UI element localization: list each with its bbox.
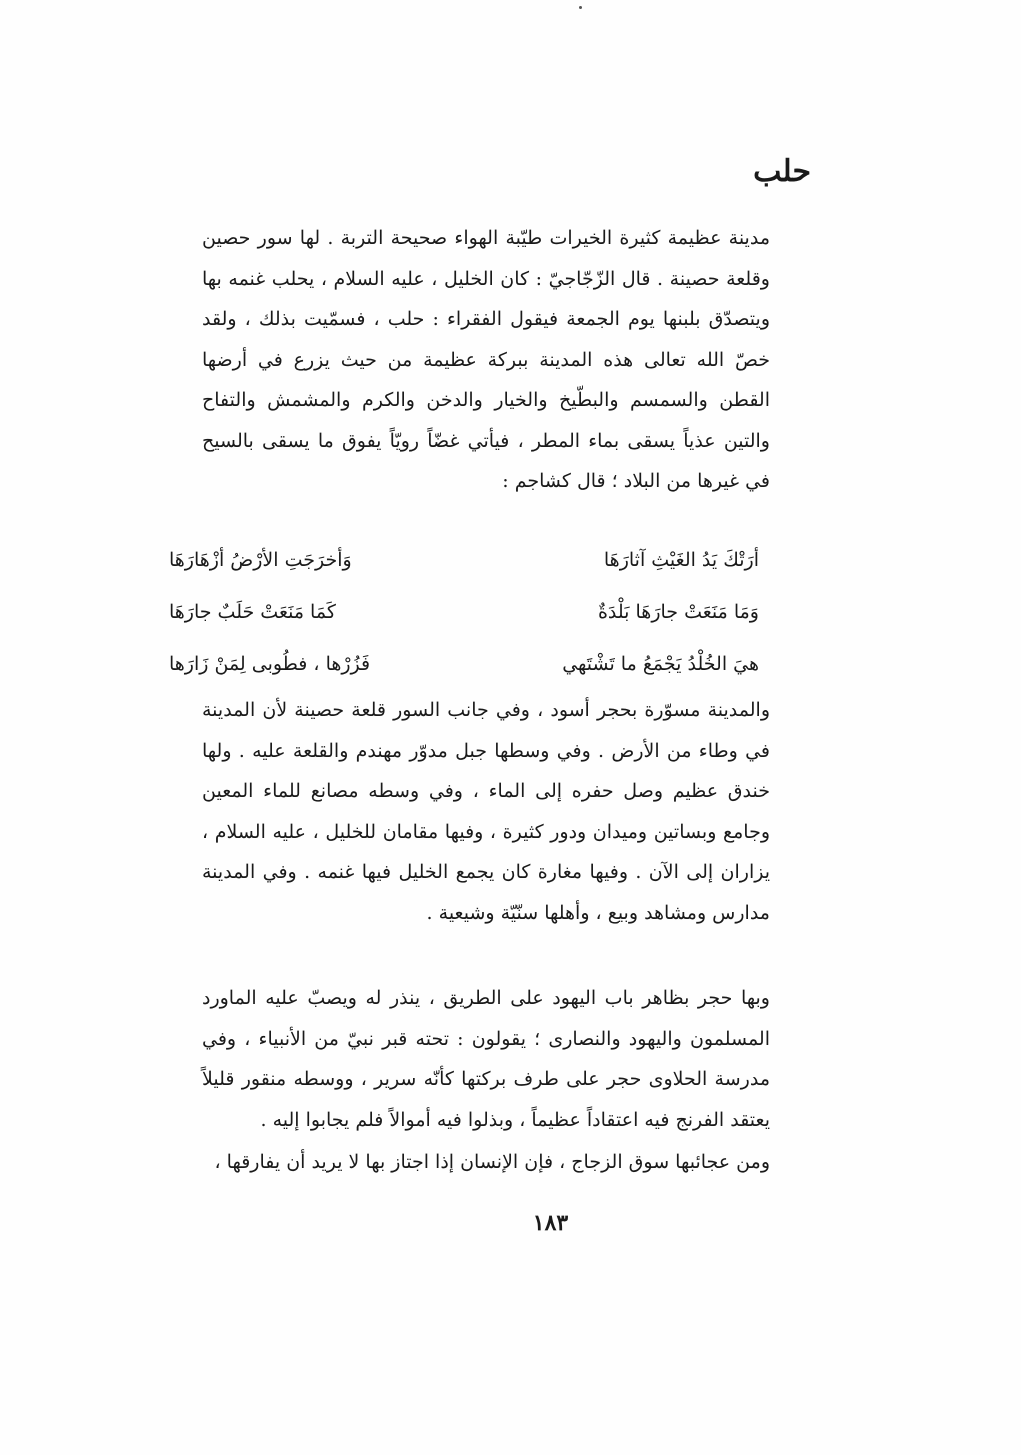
poem-first-hemistich: هيَ الخُلْدُ يَجْمَعُ ما تَشْتَهي xyxy=(562,653,759,675)
poem-line xyxy=(169,586,759,638)
scan-speck xyxy=(579,6,582,9)
paragraph-intro-text: مدينة عظيمة كثيرة الخيرات طيّبة الهواء صحيحة التربة . لها سور حصين وقلعة حصينة . قال الزّجّاجيّ : كان الخليل ، عليه السلام ، يحلب غنمه بها ويتصدّق بلبنها يوم الجمعة فيقول الفقراء : حلب ، فسمّيت بذلك ، ولقد خصّ الله تعالى هذه المدينة ببركة عظيمة من حيث يزرع في أرضها القطن والسمسم والبطّيخ والخيار والدخن والكرم والمشمش والتفاح والتين عذياً يسقى بماء المطر ، فيأتي غضّاً رويّاً يفوق ما يسقى بالسيح في غيرها من البلاد ؛ قال كشاجم : xyxy=(202,227,770,492)
poem-first-hemistich: أرَتْكَ يَدُ الغَيْثِ آثارَهَا xyxy=(603,549,759,571)
paragraph-walls-text: والمدينة مسوّرة بحجر أسود ، وفي جانب السور قلعة حصينة لأن المدينة في وطاء من الأرض . وفي وسطها جبل مدوّر مهندم والقلعة عليه . ولها خندق عظيم وصل حفره إلى الماء ، وفي وسطه مصانع للماء المعين وجامع وبساتين وميدان ودور كثيرة ، وفيها مقامان للخليل ، عليه السلام ، يزاران إلى الآن . وفيها مغارة كان يجمع الخليل فيها غنمه . وفي المدينة مدارس ومشاهد وبيع ، وأهلها سنّيّة وشيعية . xyxy=(202,699,770,924)
poem-first-hemistich: وَمَا مَنَعَتْ جارَهَا بَلْدَةٌ xyxy=(597,601,759,623)
paragraph-intro xyxy=(202,218,814,502)
page-number: ١٨٣ xyxy=(532,1210,569,1236)
poem-line xyxy=(169,534,759,586)
paragraph-stone xyxy=(202,978,814,1140)
poem xyxy=(169,534,759,690)
paragraph-wonders-text: ومن عجائبها سوق الزجاج ، فإن الإنسان إذا اجتاز بها لا يريد أن يفارقها ، xyxy=(214,1151,770,1173)
poem-second-hemistich: وَأخرَجَتِ الأرْضُ أزْهَارَهَا xyxy=(169,549,352,571)
poem-line xyxy=(169,638,759,690)
poem-second-hemistich: كَمَا مَنَعَتْ حَلَبٌ جارَهَا xyxy=(169,601,336,623)
poem-second-hemistich: فَزُرْها ، فطُوبى لِمَنْ زَارَها xyxy=(169,653,371,675)
paragraph-walls xyxy=(202,690,814,933)
paragraph-wonders xyxy=(202,1142,814,1183)
page-heading: حلب xyxy=(753,154,811,189)
paragraph-stone-text: وبها حجر بظاهر باب اليهود على الطريق ، ينذر له ويصبّ عليه الماورد المسلمون واليهود والنصارى ؛ يقولون : تحته قبر نبيّ من الأنبياء ، وفي مدرسة الحلاوى حجر على طرف بركتها كأنّه سرير ، ووسطه منقور قليلاً يعتقد الفرنج فيه اعتقاداً عظيماً ، وبذلوا فيه أموالاً فلم يجابوا إليه . xyxy=(202,987,770,1131)
